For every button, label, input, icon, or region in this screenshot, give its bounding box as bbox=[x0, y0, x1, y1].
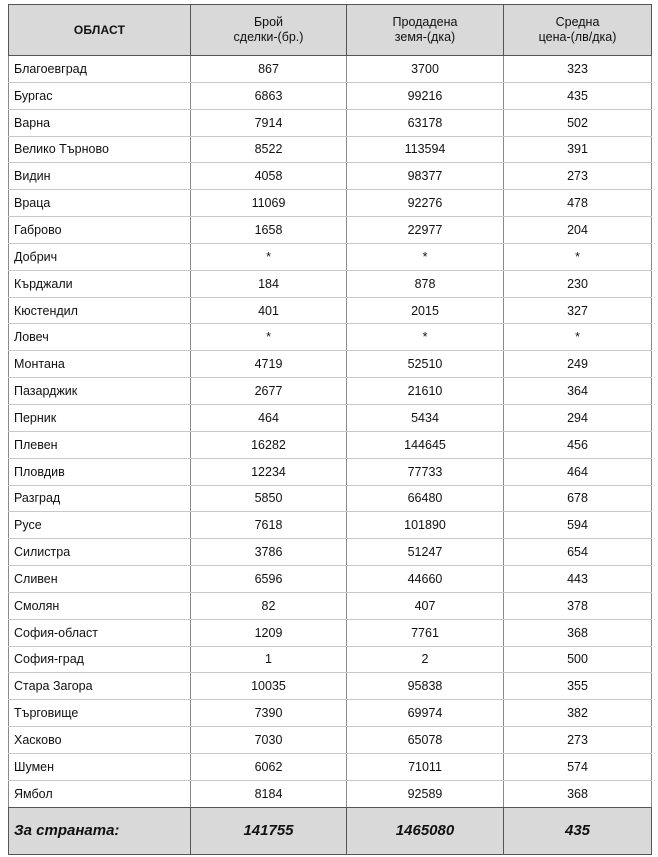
cell-region: Шумен bbox=[9, 753, 191, 780]
cell-land: 99216 bbox=[347, 82, 504, 109]
header-land-line-1: Продадена bbox=[392, 15, 458, 29]
cell-price: 204 bbox=[504, 217, 652, 244]
table-row bbox=[9, 163, 652, 190]
header-deals-line-2: сделки-(бр.) bbox=[233, 30, 304, 44]
table-row bbox=[9, 243, 652, 270]
cell-deals: 6863 bbox=[191, 82, 347, 109]
cell-price: 249 bbox=[504, 351, 652, 378]
cell-land: * bbox=[347, 243, 504, 270]
cell-price: 678 bbox=[504, 485, 652, 512]
cell-region: Варна bbox=[9, 109, 191, 136]
table-row bbox=[9, 297, 652, 324]
cell-deals: 7914 bbox=[191, 109, 347, 136]
cell-price: 478 bbox=[504, 190, 652, 217]
cell-land: 92276 bbox=[347, 190, 504, 217]
cell-region: Разград bbox=[9, 485, 191, 512]
cell-land: 63178 bbox=[347, 109, 504, 136]
table-row bbox=[9, 82, 652, 109]
header-region: ОБЛАСТ bbox=[9, 5, 191, 56]
cell-region: Русе bbox=[9, 512, 191, 539]
cell-deals: 4719 bbox=[191, 351, 347, 378]
cell-deals: 184 bbox=[191, 270, 347, 297]
cell-region: Перник bbox=[9, 404, 191, 431]
cell-price: 368 bbox=[504, 780, 652, 807]
table-row bbox=[9, 56, 652, 83]
table-row bbox=[9, 217, 652, 244]
table-row bbox=[9, 136, 652, 163]
cell-region: Бургас bbox=[9, 82, 191, 109]
cell-region: Смолян bbox=[9, 592, 191, 619]
cell-region: Враца bbox=[9, 190, 191, 217]
cell-price: 230 bbox=[504, 270, 652, 297]
cell-land: 878 bbox=[347, 270, 504, 297]
cell-deals: 6062 bbox=[191, 753, 347, 780]
table-row bbox=[9, 431, 652, 458]
cell-region: Търговище bbox=[9, 700, 191, 727]
table-footer bbox=[9, 807, 652, 854]
cell-price: * bbox=[504, 243, 652, 270]
cell-region: Кърджали bbox=[9, 270, 191, 297]
cell-region: Стара Загора bbox=[9, 673, 191, 700]
cell-land: 113594 bbox=[347, 136, 504, 163]
cell-deals: 1209 bbox=[191, 619, 347, 646]
cell-land: 51247 bbox=[347, 539, 504, 566]
header-price-line-2: цена-(лв/дка) bbox=[538, 30, 617, 44]
header-price bbox=[504, 5, 652, 56]
cell-land: 144645 bbox=[347, 431, 504, 458]
table-row bbox=[9, 673, 652, 700]
header-deals bbox=[191, 5, 347, 56]
table-row bbox=[9, 512, 652, 539]
cell-region: Хасково bbox=[9, 727, 191, 754]
cell-region: Ямбол bbox=[9, 780, 191, 807]
cell-region: Велико Търново bbox=[9, 136, 191, 163]
cell-land: 2 bbox=[347, 646, 504, 673]
land-sales-table bbox=[8, 4, 652, 855]
table-body bbox=[9, 56, 652, 808]
cell-region: Монтана bbox=[9, 351, 191, 378]
table-row bbox=[9, 539, 652, 566]
cell-deals: 5850 bbox=[191, 485, 347, 512]
cell-price: 435 bbox=[504, 82, 652, 109]
cell-price: 368 bbox=[504, 619, 652, 646]
table-row bbox=[9, 458, 652, 485]
table-row bbox=[9, 404, 652, 431]
cell-price: 382 bbox=[504, 700, 652, 727]
cell-deals: 401 bbox=[191, 297, 347, 324]
cell-price: 594 bbox=[504, 512, 652, 539]
cell-deals: 82 bbox=[191, 592, 347, 619]
table-row bbox=[9, 190, 652, 217]
cell-deals: 3786 bbox=[191, 539, 347, 566]
cell-price: 502 bbox=[504, 109, 652, 136]
total-label: За страната: bbox=[9, 807, 191, 854]
cell-deals: 7030 bbox=[191, 727, 347, 754]
header-row bbox=[9, 5, 652, 56]
table-row bbox=[9, 485, 652, 512]
cell-land: 92589 bbox=[347, 780, 504, 807]
total-deals: 141755 bbox=[191, 807, 347, 854]
table-row bbox=[9, 109, 652, 136]
cell-price: 391 bbox=[504, 136, 652, 163]
cell-price: 327 bbox=[504, 297, 652, 324]
cell-region: Видин bbox=[9, 163, 191, 190]
table-row bbox=[9, 753, 652, 780]
cell-region: Сливен bbox=[9, 566, 191, 593]
table-row bbox=[9, 351, 652, 378]
cell-region: София-област bbox=[9, 619, 191, 646]
cell-land: 101890 bbox=[347, 512, 504, 539]
header-land bbox=[347, 5, 504, 56]
cell-deals: 7618 bbox=[191, 512, 347, 539]
table-row bbox=[9, 324, 652, 351]
cell-land: 52510 bbox=[347, 351, 504, 378]
cell-price: 294 bbox=[504, 404, 652, 431]
cell-price: 443 bbox=[504, 566, 652, 593]
cell-region: Добрич bbox=[9, 243, 191, 270]
cell-deals: 7390 bbox=[191, 700, 347, 727]
cell-price: 574 bbox=[504, 753, 652, 780]
table-row bbox=[9, 780, 652, 807]
header-deals-line-1: Брой bbox=[253, 15, 284, 29]
table-row bbox=[9, 646, 652, 673]
table-header bbox=[9, 5, 652, 56]
cell-region: Плевен bbox=[9, 431, 191, 458]
cell-land: 98377 bbox=[347, 163, 504, 190]
cell-land: 5434 bbox=[347, 404, 504, 431]
cell-land: 65078 bbox=[347, 727, 504, 754]
table-row bbox=[9, 619, 652, 646]
cell-land: 69974 bbox=[347, 700, 504, 727]
cell-deals: * bbox=[191, 243, 347, 270]
total-land: 1465080 bbox=[347, 807, 504, 854]
cell-deals: 8522 bbox=[191, 136, 347, 163]
cell-price: 500 bbox=[504, 646, 652, 673]
cell-deals: 464 bbox=[191, 404, 347, 431]
cell-deals: 2677 bbox=[191, 378, 347, 405]
cell-region: Ловеч bbox=[9, 324, 191, 351]
cell-land: * bbox=[347, 324, 504, 351]
cell-price: 654 bbox=[504, 539, 652, 566]
cell-region: Пазарджик bbox=[9, 378, 191, 405]
header-land-line-2: земя-(дка) bbox=[394, 30, 456, 44]
cell-deals: 867 bbox=[191, 56, 347, 83]
cell-land: 7761 bbox=[347, 619, 504, 646]
cell-land: 2015 bbox=[347, 297, 504, 324]
cell-deals: 1658 bbox=[191, 217, 347, 244]
cell-deals: 8184 bbox=[191, 780, 347, 807]
total-price: 435 bbox=[504, 807, 652, 854]
cell-region: Кюстендил bbox=[9, 297, 191, 324]
table-row bbox=[9, 378, 652, 405]
cell-region: Пловдив bbox=[9, 458, 191, 485]
cell-deals: 4058 bbox=[191, 163, 347, 190]
cell-land: 407 bbox=[347, 592, 504, 619]
table-row bbox=[9, 566, 652, 593]
total-row bbox=[9, 807, 652, 854]
cell-region: Благоевград bbox=[9, 56, 191, 83]
cell-region: Силистра bbox=[9, 539, 191, 566]
cell-price: 364 bbox=[504, 378, 652, 405]
cell-land: 71011 bbox=[347, 753, 504, 780]
table-row bbox=[9, 592, 652, 619]
cell-land: 95838 bbox=[347, 673, 504, 700]
cell-land: 3700 bbox=[347, 56, 504, 83]
cell-land: 66480 bbox=[347, 485, 504, 512]
cell-price: 456 bbox=[504, 431, 652, 458]
cell-price: * bbox=[504, 324, 652, 351]
cell-deals: 11069 bbox=[191, 190, 347, 217]
cell-region: Габрово bbox=[9, 217, 191, 244]
cell-price: 355 bbox=[504, 673, 652, 700]
cell-land: 22977 bbox=[347, 217, 504, 244]
cell-land: 44660 bbox=[347, 566, 504, 593]
land-sales-table-container bbox=[8, 4, 651, 855]
cell-price: 464 bbox=[504, 458, 652, 485]
cell-deals: 10035 bbox=[191, 673, 347, 700]
cell-deals: 1 bbox=[191, 646, 347, 673]
cell-price: 323 bbox=[504, 56, 652, 83]
cell-land: 21610 bbox=[347, 378, 504, 405]
cell-deals: * bbox=[191, 324, 347, 351]
cell-price: 273 bbox=[504, 163, 652, 190]
table-row bbox=[9, 727, 652, 754]
cell-deals: 6596 bbox=[191, 566, 347, 593]
cell-price: 273 bbox=[504, 727, 652, 754]
cell-deals: 12234 bbox=[191, 458, 347, 485]
header-price-line-1: Средна bbox=[555, 15, 600, 29]
table-row bbox=[9, 700, 652, 727]
cell-price: 378 bbox=[504, 592, 652, 619]
cell-land: 77733 bbox=[347, 458, 504, 485]
cell-deals: 16282 bbox=[191, 431, 347, 458]
table-row bbox=[9, 270, 652, 297]
cell-region: София-град bbox=[9, 646, 191, 673]
